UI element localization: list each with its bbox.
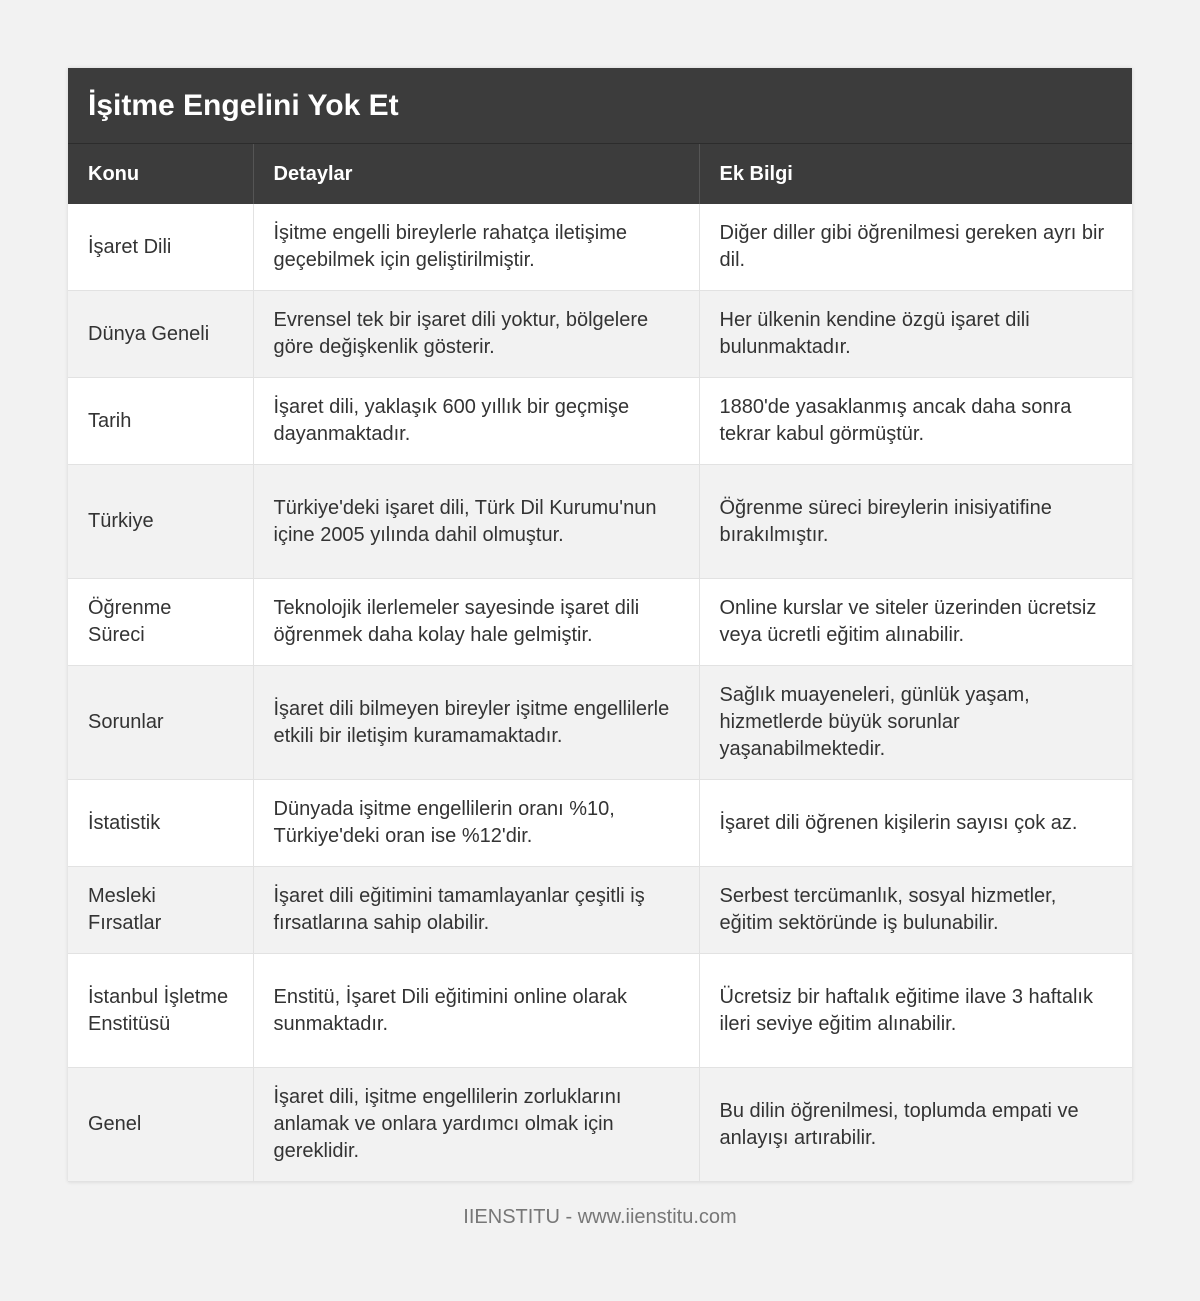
cell-detaylar: Dünyada işitme engellilerin oranı %10, Türkiye'deki oran ise %12'dir. bbox=[253, 780, 699, 867]
column-header-konu: Konu bbox=[68, 144, 253, 204]
cell-detaylar: Enstitü, İşaret Dili eğitimini online olarak sunmaktadır. bbox=[253, 954, 699, 1068]
table-row bbox=[68, 291, 1132, 378]
cell-ek-bilgi: Online kurslar ve siteler üzerinden ücretsiz veya ücretli eğitim alınabilir. bbox=[699, 579, 1132, 666]
cell-detaylar: İşaret dili eğitimini tamamlayanlar çeşitli iş fırsatlarına sahip olabilir. bbox=[253, 867, 699, 954]
cell-konu: Sorunlar bbox=[68, 666, 253, 780]
column-header-detaylar: Detaylar bbox=[253, 144, 699, 204]
cell-konu: Mesleki Fırsatlar bbox=[68, 867, 253, 954]
cell-konu: İstanbul İşletme Enstitüsü bbox=[68, 954, 253, 1068]
cell-konu: İşaret Dili bbox=[68, 204, 253, 291]
table-row bbox=[68, 780, 1132, 867]
table-header-row bbox=[68, 144, 1132, 204]
cell-ek-bilgi: İşaret dili öğrenen kişilerin sayısı çok az. bbox=[699, 780, 1132, 867]
cell-detaylar: İşaret dili, işitme engellilerin zorluklarını anlamak ve onlara yardımcı olmak için gereklidir. bbox=[253, 1068, 699, 1182]
table-row bbox=[68, 378, 1132, 465]
cell-ek-bilgi: Sağlık muayeneleri, günlük yaşam, hizmetlerde büyük sorunlar yaşanabilmektedir. bbox=[699, 666, 1132, 780]
table-row bbox=[68, 867, 1132, 954]
cell-detaylar: Teknolojik ilerlemeler sayesinde işaret dili öğrenmek daha kolay hale gelmiştir. bbox=[253, 579, 699, 666]
cell-detaylar: İşaret dili bilmeyen bireyler işitme engellilerle etkili bir iletişim kuramamaktadır. bbox=[253, 666, 699, 780]
table-card bbox=[68, 68, 1132, 1182]
table-row bbox=[68, 579, 1132, 666]
cell-detaylar: Türkiye'deki işaret dili, Türk Dil Kurumu'nun içine 2005 yılında dahil olmuştur. bbox=[253, 465, 699, 579]
cell-ek-bilgi: 1880'de yasaklanmış ancak daha sonra tekrar kabul görmüştür. bbox=[699, 378, 1132, 465]
cell-konu: Dünya Geneli bbox=[68, 291, 253, 378]
cell-ek-bilgi: Serbest tercümanlık, sosyal hizmetler, eğitim sektöründe iş bulunabilir. bbox=[699, 867, 1132, 954]
cell-ek-bilgi: Öğrenme süreci bireylerin inisiyatifine bırakılmıştır. bbox=[699, 465, 1132, 579]
cell-ek-bilgi: Ücretsiz bir haftalık eğitime ilave 3 haftalık ileri seviye eğitim alınabilir. bbox=[699, 954, 1132, 1068]
title-bar bbox=[68, 68, 1132, 144]
cell-ek-bilgi: Bu dilin öğrenilmesi, toplumda empati ve anlayışı artırabilir. bbox=[699, 1068, 1132, 1182]
footer-credit: IIENSTITU - www.iienstitu.com bbox=[463, 1206, 737, 1228]
cell-konu: Öğrenme Süreci bbox=[68, 579, 253, 666]
column-header-ek-bilgi: Ek Bilgi bbox=[699, 144, 1132, 204]
info-table bbox=[68, 144, 1132, 1182]
table-row bbox=[68, 1068, 1132, 1182]
cell-detaylar: İşitme engelli bireylerle rahatça iletişime geçebilmek için geliştirilmiştir. bbox=[253, 204, 699, 291]
table-row bbox=[68, 954, 1132, 1068]
cell-ek-bilgi: Her ülkenin kendine özgü işaret dili bulunmaktadır. bbox=[699, 291, 1132, 378]
cell-konu: Tarih bbox=[68, 378, 253, 465]
cell-ek-bilgi: Diğer diller gibi öğrenilmesi gereken ayrı bir dil. bbox=[699, 204, 1132, 291]
cell-detaylar: Evrensel tek bir işaret dili yoktur, bölgelere göre değişkenlik gösterir. bbox=[253, 291, 699, 378]
table-row bbox=[68, 666, 1132, 780]
table-row bbox=[68, 204, 1132, 291]
cell-konu: Türkiye bbox=[68, 465, 253, 579]
table-row bbox=[68, 465, 1132, 579]
page-title: İşitme Engelini Yok Et bbox=[88, 88, 399, 122]
cell-konu: Genel bbox=[68, 1068, 253, 1182]
cell-detaylar: İşaret dili, yaklaşık 600 yıllık bir geçmişe dayanmaktadır. bbox=[253, 378, 699, 465]
cell-konu: İstatistik bbox=[68, 780, 253, 867]
